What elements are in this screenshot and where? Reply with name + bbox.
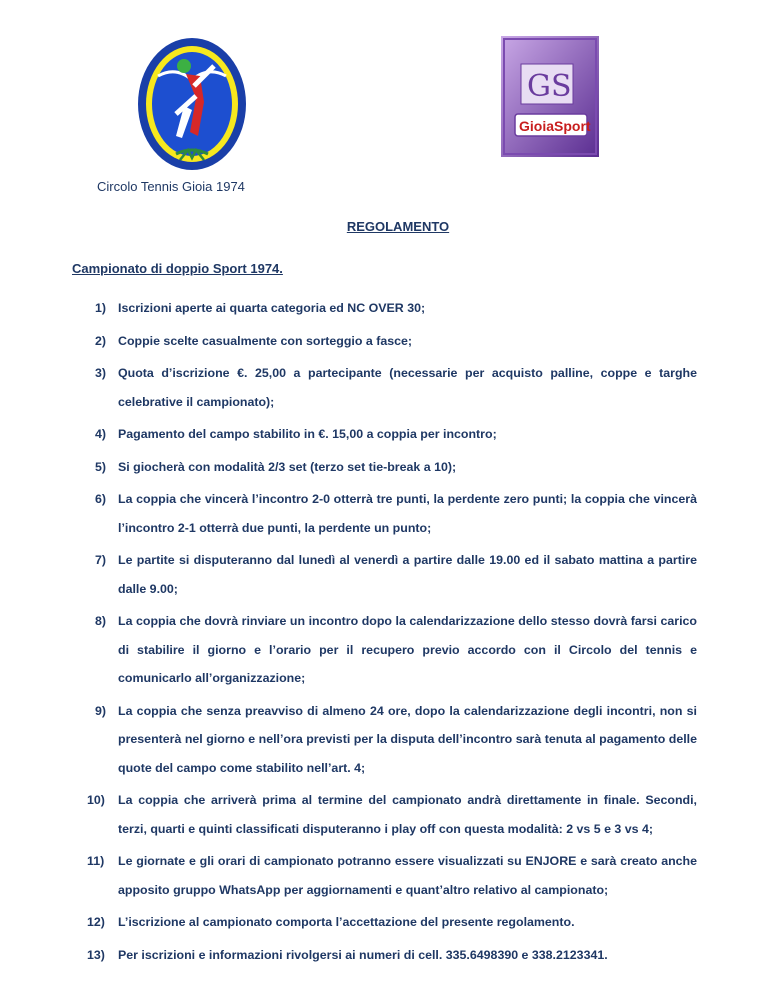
rule-number: 13) <box>87 947 105 962</box>
rule-number: 1) <box>95 301 107 315</box>
list-item <box>87 941 697 970</box>
logo-text: GioiaSport <box>519 118 591 134</box>
list-item <box>95 294 697 323</box>
rule-text: La coppia che dovrà rinviare un incontro dopo la calendarizzazione dello stesso dovrà farsi carico di stabilire il giorno e l’orario per il recupero previo accordo con il Circolo del tennis e comunicarlo all’organizzazione; <box>118 614 697 685</box>
rule-text: La coppia che vincerà l’incontro 2-0 otterrà tre punti, la perdente zero punti; la coppia che vincerà l’incontro 2-1 otterrà due punti, la perdente un punto; <box>118 492 697 535</box>
list-item <box>95 607 697 693</box>
rule-number: 10) <box>87 793 105 807</box>
list-item <box>95 697 697 783</box>
rule-number: 3) <box>95 366 107 380</box>
list-item <box>95 420 697 449</box>
rule-text: Le giornate e gli orari di campionato potranno essere visualizzati su ENJORE e sarà creato anche apposito gruppo WhatsApp per aggiornamenti e quant’altro relativo al campionato; <box>118 854 697 897</box>
list-item <box>87 908 697 937</box>
rule-number: 11) <box>87 854 105 868</box>
tennis-club-crest-icon <box>136 36 248 176</box>
rule-number: 2) <box>95 333 107 348</box>
rule-number: 4) <box>95 427 107 441</box>
list-item <box>95 359 697 416</box>
rule-text: L’iscrizione al campionato comporta l’accettazione del presente regolamento. <box>118 915 575 929</box>
rule-number: 6) <box>95 492 107 506</box>
rule-number: 9) <box>95 703 107 718</box>
rule-text: Si giocherà con modalità 2/3 set (terzo set tie-break a 10); <box>118 459 457 474</box>
list-item <box>95 327 697 356</box>
rule-text: Le partite si disputeranno dal lunedì al venerdì a partire dalle 19.00 ed il sabato mattina a partire dalle 9.00; <box>118 553 697 596</box>
list-item <box>95 485 697 542</box>
rule-number: 12) <box>87 915 105 929</box>
list-item <box>95 453 697 482</box>
gioiasport-logo-icon <box>501 36 599 157</box>
logo-initials: GS <box>527 69 572 104</box>
rule-text: Coppie scelte casualmente con sorteggio a fasce; <box>118 333 413 348</box>
rule-number: 5) <box>95 459 107 474</box>
rule-text: La coppia che senza preavviso di almeno 24 ore, dopo la calendarizzazione degli incontri, non si presenterà nel giorno e nell’ora previsti per la disputa dell’incontro sarà tenuta al pagamento delle quote del campo come stabilito nell’art. 4; <box>118 703 697 775</box>
rules-list <box>87 294 697 973</box>
club-name: Circolo Tennis Gioia 1974 <box>97 179 245 194</box>
rule-number: 7) <box>95 553 107 567</box>
document-title <box>0 219 768 234</box>
document-title-text: REGOLAMENTO <box>346 219 450 234</box>
rule-text: Iscrizioni aperte ai quarta categoria ed NC OVER 30; <box>118 301 426 315</box>
rule-text: Per iscrizioni e informazioni rivolgersi ai numeri di cell. 335.6498390 e 338.2123341. <box>118 947 608 962</box>
list-item <box>87 847 697 904</box>
rule-text: Pagamento del campo stabilito in €. 15,00 a coppia per incontro; <box>118 427 497 441</box>
rule-text: La coppia che arriverà prima al termine del campionato andrà direttamente in finale. Secondi, terzi, quarti e quinti classificati disputeranno i play off con questa modalità: 2 vs 5 e 3 vs 4; <box>118 793 697 836</box>
rule-text: Quota d’iscrizione €. 25,00 a partecipante (necessarie per acquisto palline, coppe e targhe celebrative il campionato); <box>118 366 697 409</box>
list-item <box>87 786 697 843</box>
rule-number: 8) <box>95 614 107 628</box>
document-subtitle: Campionato di doppio Sport 1974. <box>72 261 283 276</box>
list-item <box>95 546 697 603</box>
